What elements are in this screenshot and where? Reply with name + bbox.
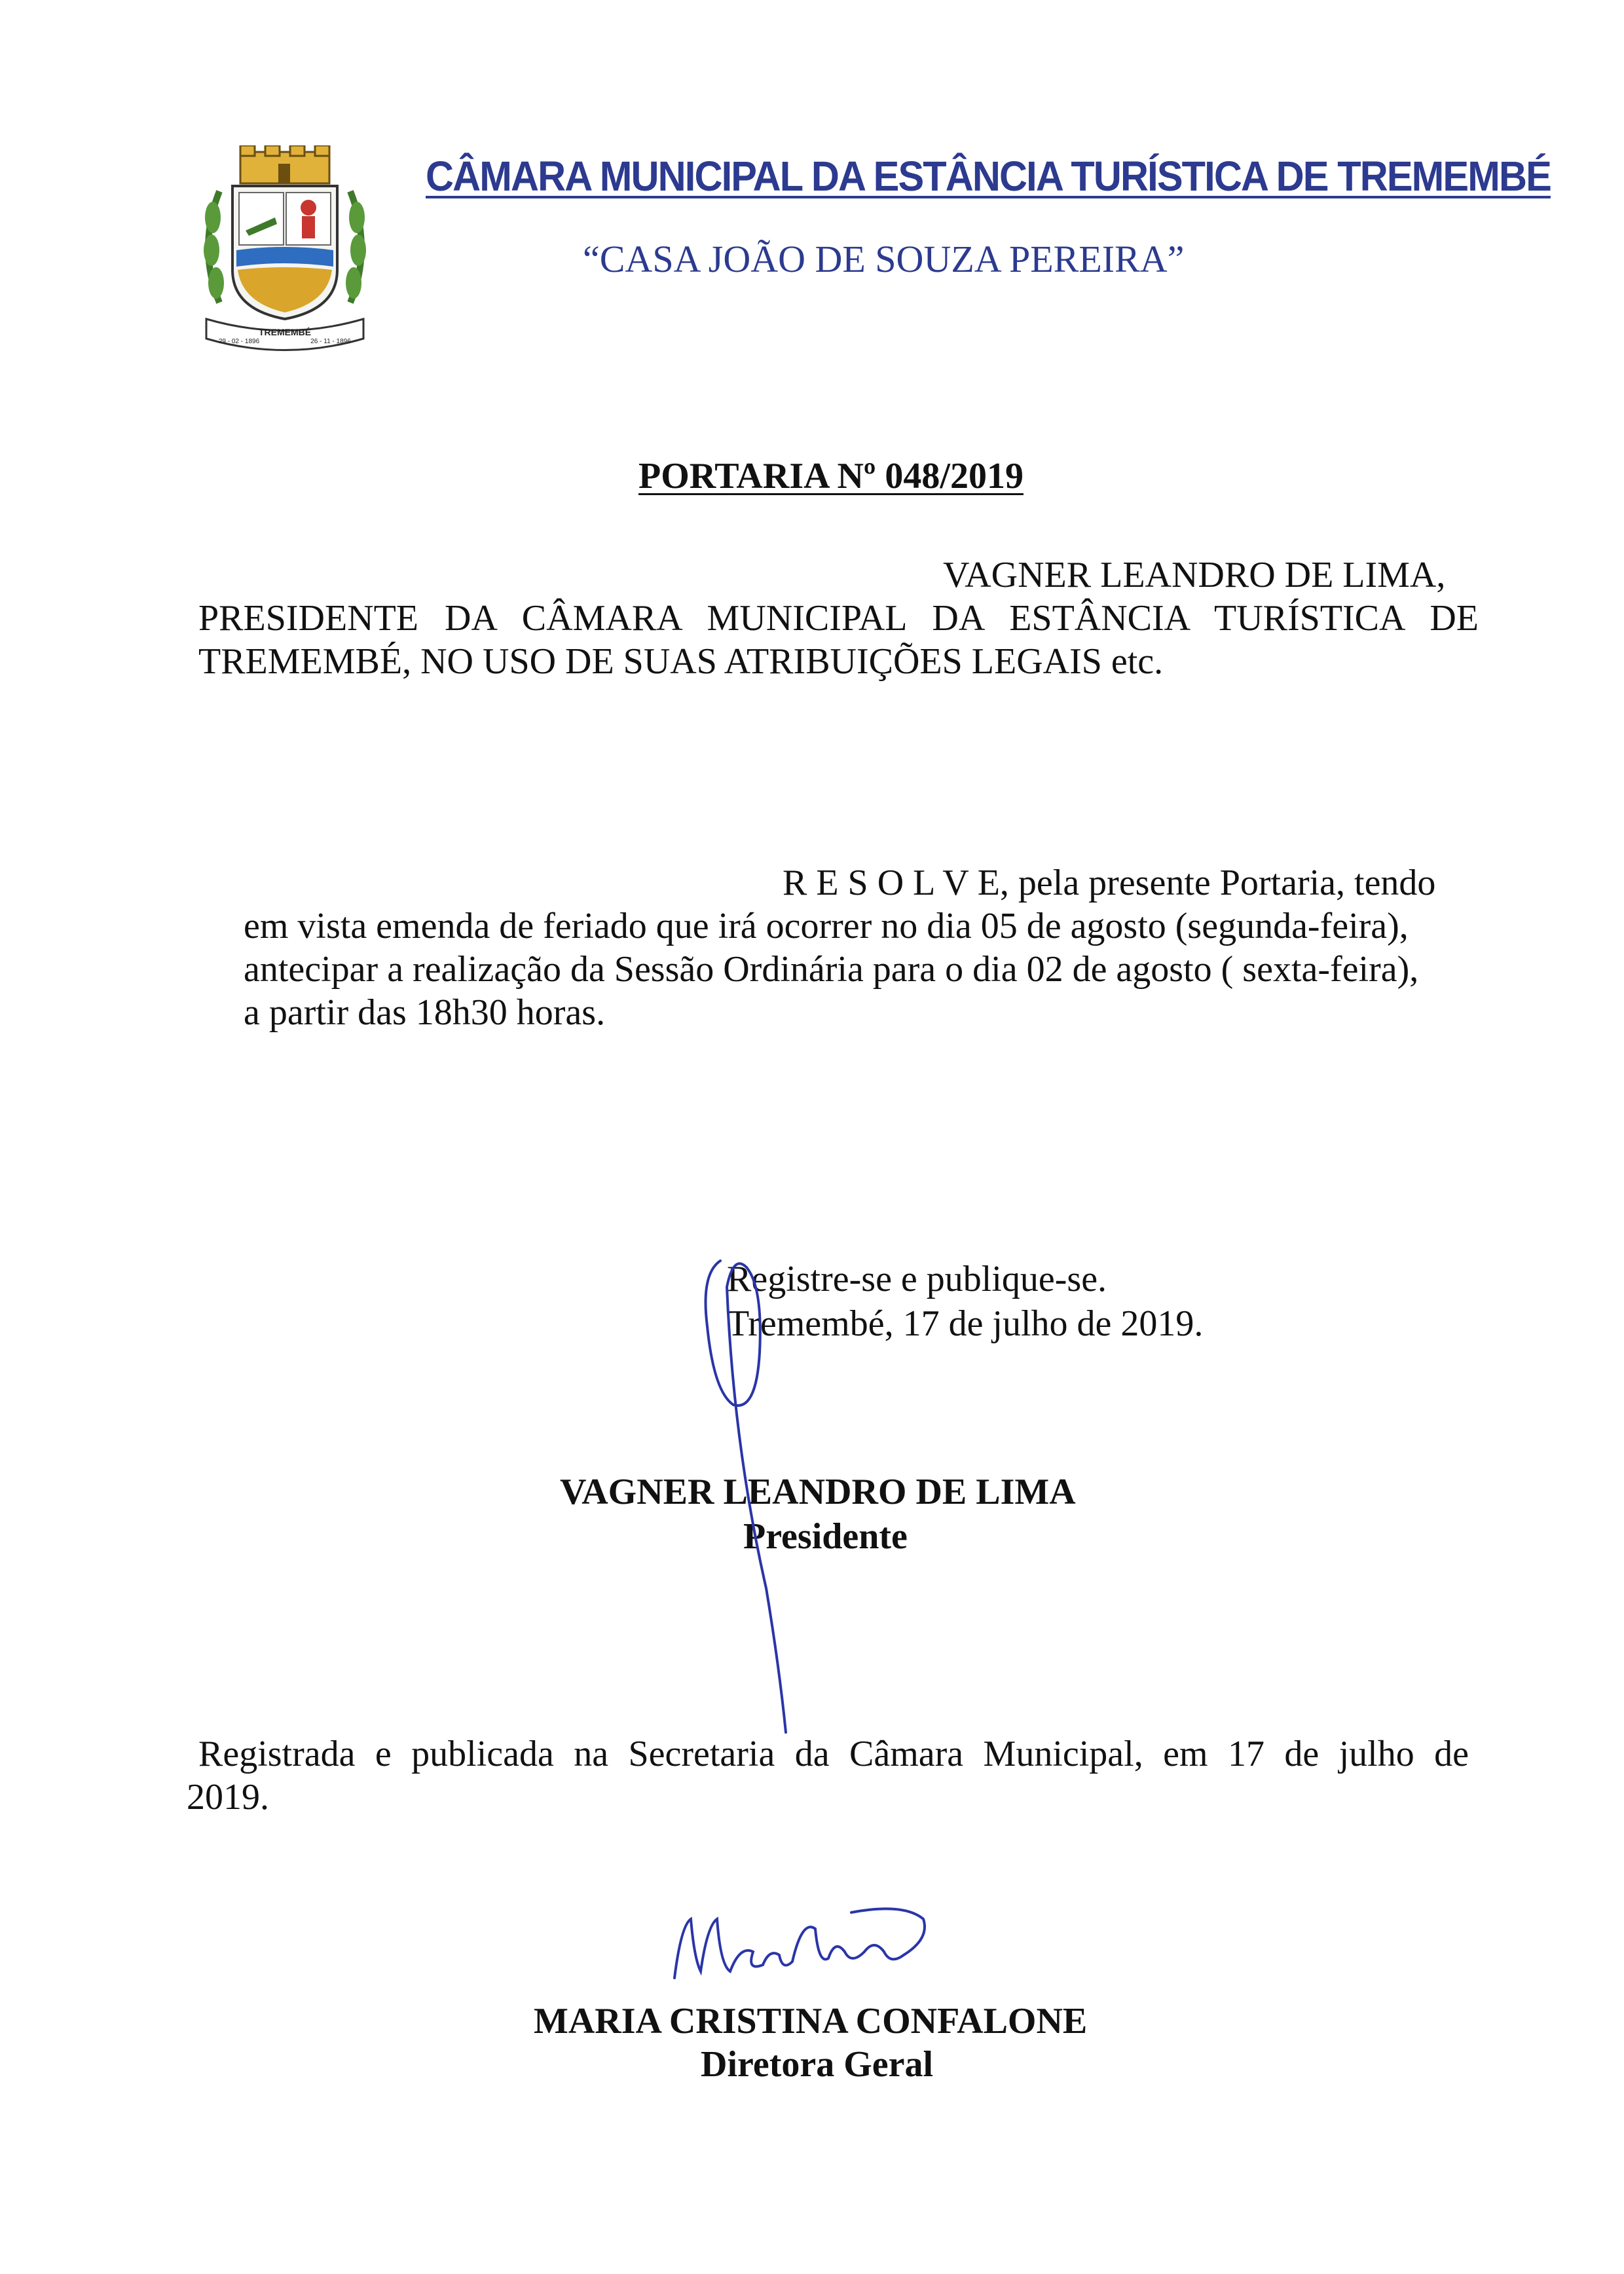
- preamble-line: TREMEMBÉ, NO USO DE SUAS ATRIBUIÇÕES LEGAIS etc.: [198, 641, 1164, 682]
- director-name: MARIA CRISTINA CONFALONE: [534, 2001, 1088, 2041]
- signer-role: Presidente: [743, 1516, 908, 1557]
- signer-name: VAGNER LEANDRO DE LIMA: [560, 1472, 1076, 1512]
- crest-date-right: 26 - 11 - 1896: [310, 338, 351, 345]
- closing-date: Tremembé, 17 de julho de 2019.: [727, 1303, 1204, 1344]
- resolution-line: antecipar a realização da Sessão Ordinária para o dia 02 de agosto ( sexta-feira),: [244, 949, 1419, 990]
- crest-banner: [206, 319, 363, 350]
- resolution-line: a partir das 18h30 horas.: [244, 992, 606, 1033]
- house-name: “CASA JOÃO DE SOUZA PEREIRA”: [583, 238, 1185, 280]
- ordinance-title: PORTARIA Nº 048/2019: [638, 456, 1024, 496]
- preamble-line: VAGNER LEANDRO DE LIMA,: [943, 555, 1446, 595]
- registration-line: 2019.: [187, 1777, 269, 1817]
- shield: [232, 186, 337, 319]
- registration-line: Registrada e publicada na Secretaria da Câmara Municipal, em 17 de julho de: [198, 1734, 1469, 1774]
- president-signature: [694, 1248, 825, 1745]
- crest-date-left: 29 - 02 - 1896: [218, 338, 260, 345]
- coat-of-arms-logo: [193, 145, 377, 352]
- director-role: Diretora Geral: [701, 2044, 934, 2085]
- chamber-title: CÂMARA MUNICIPAL DA ESTÂNCIA TURÍSTICA DE TREMEMBÉ: [426, 153, 1551, 200]
- crest-banner-text: TREMEMBÉ: [258, 327, 312, 337]
- director-signature: [655, 1899, 943, 1998]
- mural-crown: [240, 145, 329, 183]
- closing-line: Registre-se e publique-se.: [727, 1259, 1107, 1299]
- resolution-line: em vista emenda de feriado que irá ocorrer no dia 05 de agosto (segunda-feira),: [244, 906, 1409, 946]
- preamble-line: PRESIDENTE DA CÂMARA MUNICIPAL DA ESTÂNCIA TURÍSTICA DE: [198, 598, 1479, 639]
- resolution-line: R E S O L V E, pela presente Portaria, tendo: [783, 863, 1436, 903]
